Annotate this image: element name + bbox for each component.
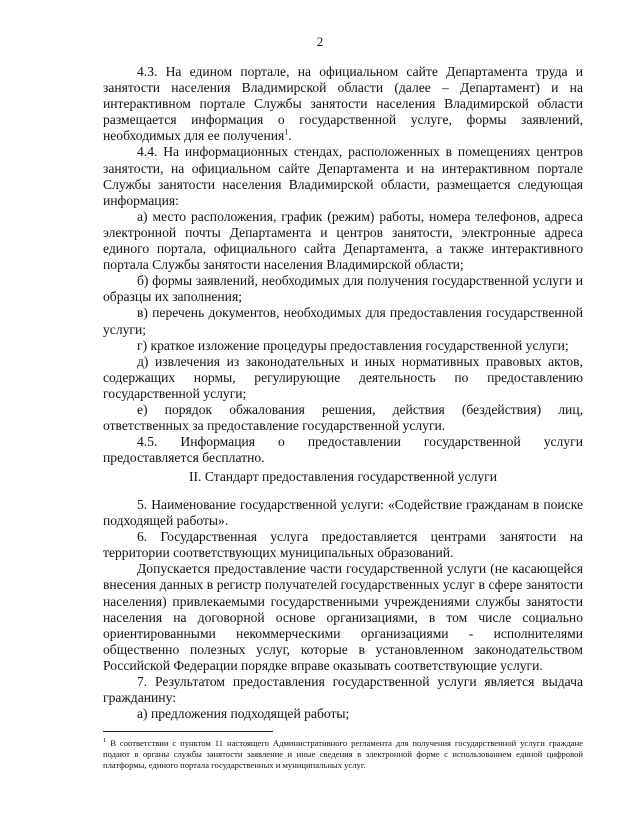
paragraph-4-3-end: . [288, 128, 292, 144]
footnote-text: В соответствии с пунктом 11 настоящего Административного регламента для получения государственной услуги граждане подают в органы службы занятости заявление и иные сведения в электронной форме с использованием единой цифровой платформы, единого портала государственных и муниципальных услуг. [103, 738, 583, 770]
paragraph-4-5: 4.5. Информация о предоставлении государственной услуги предоставляется бесплатно. [103, 434, 583, 466]
footnote-mark: 1 [103, 737, 107, 745]
paragraph-6-extra: Допускается предоставление части государственной услуги (не касающейся внесения данных в регистр получателей государственных услуг в сфере занятости населения) привлекаемыми государственными учреждениями службы занятости населения на договорной основе организациями, в том числе социально ориентированными некоммерческими организациями - исполнителями общественно полезных услуг, которые в установленном законодательством Российской Федерации порядке вправе оказывать соответствующие услуги. [103, 561, 583, 673]
footnote-reference: 1 [284, 127, 289, 137]
page-number: 2 [316, 34, 324, 49]
list-item-g: г) краткое изложение процедуры предоставления государственной услуги; [137, 337, 569, 353]
list-item-v: в) перечень документов, необходимых для предоставления государственной услуги; [103, 305, 583, 337]
paragraph-4-3-text: 4.3. На едином портале, на официальном сайте Департамента труда и занятости населения Владимирской области (далее – Департамент) и на интерактивном портале Службы занятости населения Владимирской области размещается информация о государственной услуге, формы заявлений, необходимых для ее получения [103, 64, 583, 144]
list-item-d: д) извлечения из законодательных и иных нормативных правовых актов, содержащих нормы, регулирующие деятельность по предоставлению государственной услуги; [103, 353, 583, 401]
paragraph-7: 7. Результатом предоставления государственной услуги является выдача гражданину: [103, 674, 583, 706]
list-item-a: а) место расположения, график (режим) работы, номера телефонов, адреса электронной почты Департамента и центров занятости, электронные адреса единого портала, официального сайта Департамента, а также интерактивного портала Службы занятости населения Владимирской области; [103, 208, 583, 273]
section-heading: II. Стандарт предоставления государственной услуги [188, 469, 497, 484]
body-text-section-2 [103, 497, 583, 722]
paragraph-5: 5. Наименование государственной услуги: «Содействие гражданам в поиске подходящей работы». [103, 497, 583, 529]
list-item-b: б) формы заявлений, необходимых для получения государственной услуги и образцы их заполнения; [103, 273, 583, 305]
footnote-divider [103, 731, 273, 732]
footnote [103, 738, 583, 771]
paragraph-7-item-a: а) предложения подходящей работы; [137, 706, 350, 722]
list-item-e: е) порядок обжалования решения, действия (бездействия) лиц, ответственных за предоставление государственной услуги. [103, 401, 583, 434]
body-text-section-1 [103, 64, 583, 466]
paragraph-6: 6. Государственная услуга предоставляется центрами занятости на территории соответствующих муниципальных образований. [103, 529, 583, 561]
paragraph-4-4: 4.4. На информационных стендах, расположенных в помещениях центров занятости, на официальном сайте Департамента и на интерактивном портале Службы занятости населения Владимирской области, размещается следующая информация: [103, 144, 583, 208]
paragraph-4-3 [103, 64, 583, 144]
